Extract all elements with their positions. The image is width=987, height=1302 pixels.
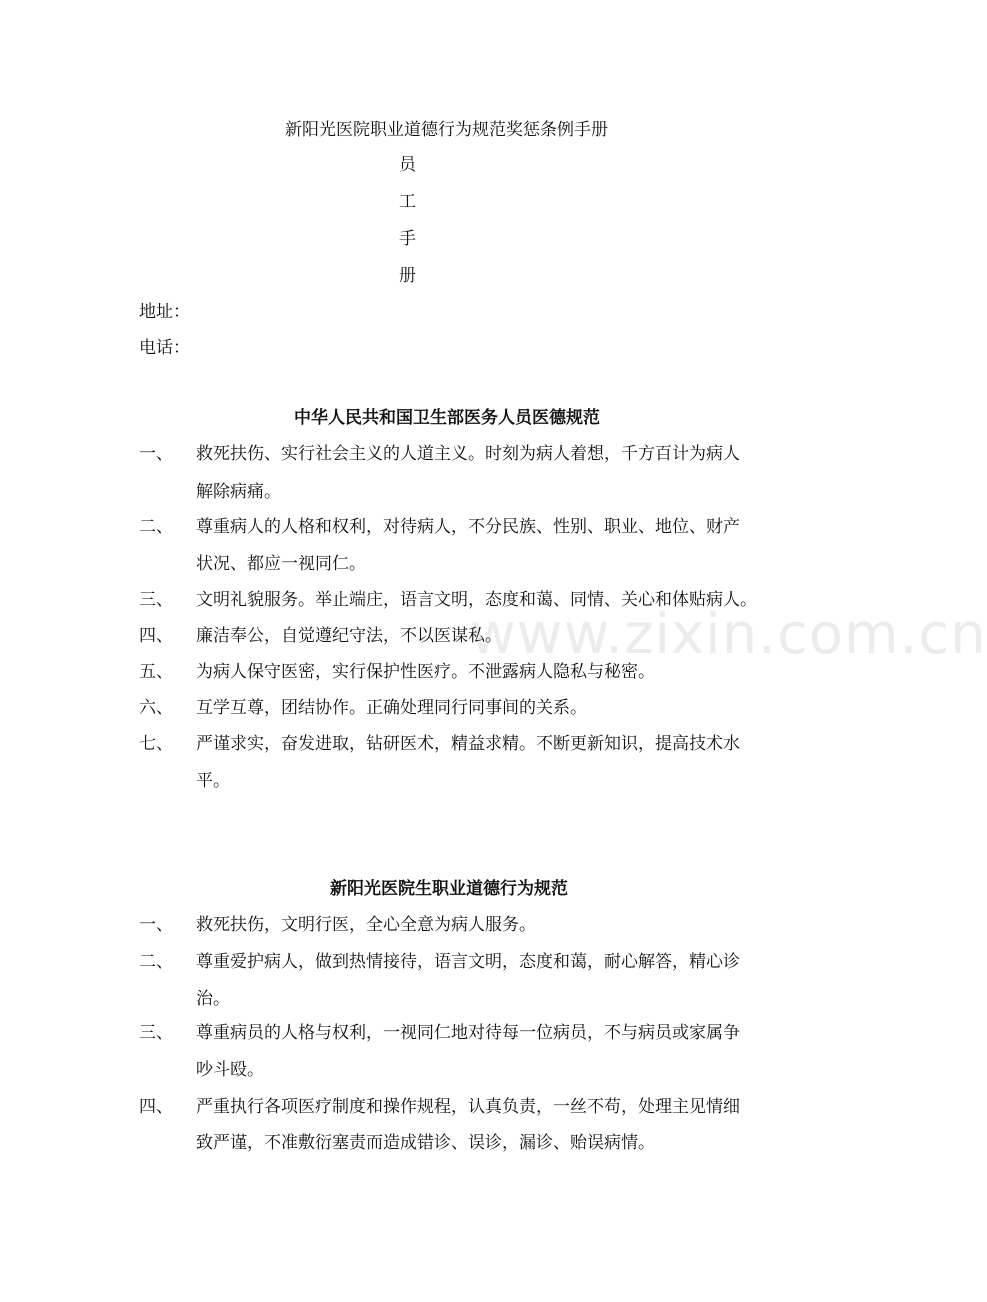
item-text-line: 吵斗殴。 [196, 1060, 264, 1080]
item-text-line: 尊重爱护病人，做到热情接待，语言文明，态度和蔼，耐心解答，精心诊 [196, 952, 740, 972]
item-text-line: 严重执行各项医疗制度和操作规程，认真负责，一丝不苟，处理主见情细 [196, 1097, 740, 1117]
item-number: 三、 [139, 1023, 173, 1043]
address-label: 地址： [139, 302, 190, 322]
phone-label: 电话： [139, 338, 190, 358]
vertical-char: 手 [399, 229, 416, 249]
item-number: 一、 [139, 444, 173, 464]
item-text-line: 状况、都应一视同仁。 [196, 554, 366, 574]
item-text-line: 互学互尊，团结协作。正确处理同行同事间的关系。 [196, 698, 587, 718]
document-title: 新阳光医院职业道德行为规范奖惩条例手册 [285, 120, 608, 140]
item-number: 三、 [139, 590, 173, 610]
item-text-line: 救死扶伤，文明行医，全心全意为病人服务。 [196, 915, 536, 935]
item-number: 四、 [139, 1097, 173, 1117]
item-number: 二、 [139, 952, 173, 972]
item-text-line: 致严谨，不准敷衍塞责而造成错诊、误诊，漏诊、贻误病情。 [196, 1133, 655, 1153]
watermark: www.zixin.com.cn [470, 602, 987, 667]
item-number: 一、 [139, 915, 173, 935]
vertical-char: 工 [399, 192, 416, 212]
item-number: 七、 [139, 734, 173, 754]
vertical-char: 册 [399, 266, 416, 286]
item-text-line: 平。 [196, 771, 230, 791]
vertical-char: 员 [399, 155, 416, 175]
section-heading: 新阳光医院生职业道德行为规范 [330, 879, 568, 899]
item-text-line: 文明礼貌服务。举止端庄，语言文明，态度和蔼、同情、关心和体贴病人。 [196, 590, 757, 610]
item-text-line: 严谨求实，奋发进取，钻研医术，精益求精。不断更新知识，提高技术水 [196, 734, 740, 754]
item-number: 六、 [139, 698, 173, 718]
item-number: 四、 [139, 626, 173, 646]
item-number: 二、 [139, 517, 173, 537]
item-text-line: 治。 [196, 989, 230, 1009]
item-text-line: 救死扶伤、实行社会主义的人道主义。时刻为病人着想，千方百计为病人 [196, 444, 740, 464]
item-text-line: 为病人保守医密，实行保护性医疗。不泄露病人隐私与秘密。 [196, 662, 655, 682]
item-text-line: 尊重病人的人格和权利，对待病人，不分民族、性别、职业、地位、财产 [196, 517, 740, 537]
item-text-line: 解除病痛。 [196, 482, 281, 502]
item-text-line: 廉洁奉公，自觉遵纪守法，不以医谋私。 [196, 626, 502, 646]
section-heading: 中华人民共和国卫生部医务人员医德规范 [294, 408, 600, 428]
item-number: 五、 [139, 662, 173, 682]
item-text-line: 尊重病员的人格与权利，一视同仁地对待每一位病员，不与病员或家属争 [196, 1023, 740, 1043]
